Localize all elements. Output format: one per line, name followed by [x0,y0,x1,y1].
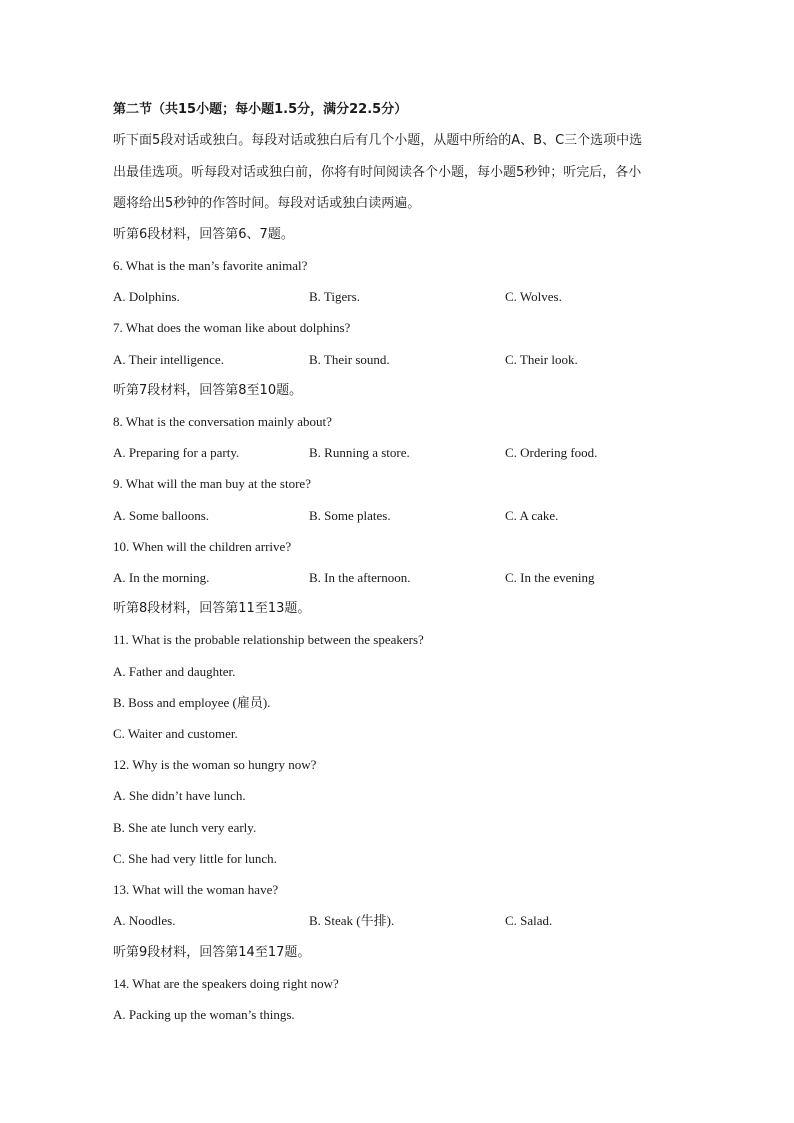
option-13-c[interactable]: C. Salad. [505,913,553,928]
question-8: 8. What is the conversation mainly about? [113,414,332,429]
question-14: 14. What are the speakers doing right now? [113,976,339,991]
option-11-b[interactable]: B. Boss and employee (雇员). [113,695,271,710]
option-8-c[interactable]: C. Ordering food. [505,445,598,460]
group-label-9: 听第9段材料，回答第14至17题。 [113,945,311,960]
option-6-a[interactable]: A. Dolphins. [113,289,180,304]
instructions-line-1: 听下面5段对话或独白。每段对话或独白后有几个小题，从题中所给的A、B、C三个选项中选 [113,133,643,148]
option-13-b[interactable]: B. Steak (牛排). [309,913,395,928]
option-12-a[interactable]: A. She didn’t have lunch. [113,788,246,803]
option-14-a[interactable]: A. Packing up the woman’s things. [113,1007,295,1022]
option-8-b[interactable]: B. Running a store. [309,445,410,460]
option-10-c[interactable]: C. In the evening [505,570,595,585]
question-13: 13. What will the woman have? [113,882,279,897]
question-7: 7. What does the woman like about dolphins? [113,320,351,335]
option-9-b[interactable]: B. Some plates. [309,508,391,523]
option-10-a[interactable]: A. In the morning. [113,570,210,585]
option-13-a[interactable]: A. Noodles. [113,913,176,928]
option-6-c[interactable]: C. Wolves. [505,289,562,304]
question-10: 10. When will the children arrive? [113,539,292,554]
instructions-line-3: 题将给出5秒钟的作答时间。每段对话或独白读两遍。 [113,196,421,211]
question-11: 11. What is the probable relationship between the speakers? [113,632,424,647]
group-label-8: 听第8段材料，回答第11至13题。 [113,601,311,616]
section-heading: 第二节（共15小题；每小题1.5分，满分22.5分） [113,102,408,117]
group-label-7: 听第7段材料，回答第8至10题。 [113,383,303,398]
option-7-a[interactable]: A. Their intelligence. [113,352,224,367]
question-6: 6. What is the man’s favorite animal? [113,258,308,273]
option-12-c[interactable]: C. She had very little for lunch. [113,851,277,866]
option-9-a[interactable]: A. Some balloons. [113,508,210,523]
option-11-a[interactable]: A. Father and daughter. [113,664,236,679]
option-9-c[interactable]: C. A cake. [505,508,559,523]
instructions-line-2: 出最佳选项。听每段对话或独白前，你将有时间阅读各个小题，每小题5秒钟；听完后，各小 [113,165,642,180]
option-11-c[interactable]: C. Waiter and customer. [113,726,238,741]
option-12-b[interactable]: B. She ate lunch very early. [113,820,257,835]
option-8-a[interactable]: A. Preparing for a party. [113,445,240,460]
option-6-b[interactable]: B. Tigers. [309,289,360,304]
question-9: 9. What will the man buy at the store? [113,476,311,491]
option-7-c[interactable]: C. Their look. [505,352,578,367]
question-12: 12. Why is the woman so hungry now? [113,757,317,772]
option-7-b[interactable]: B. Their sound. [309,352,390,367]
option-10-b[interactable]: B. In the afternoon. [309,570,411,585]
group-label-6: 听第6段材料，回答第6、7题。 [113,227,294,242]
